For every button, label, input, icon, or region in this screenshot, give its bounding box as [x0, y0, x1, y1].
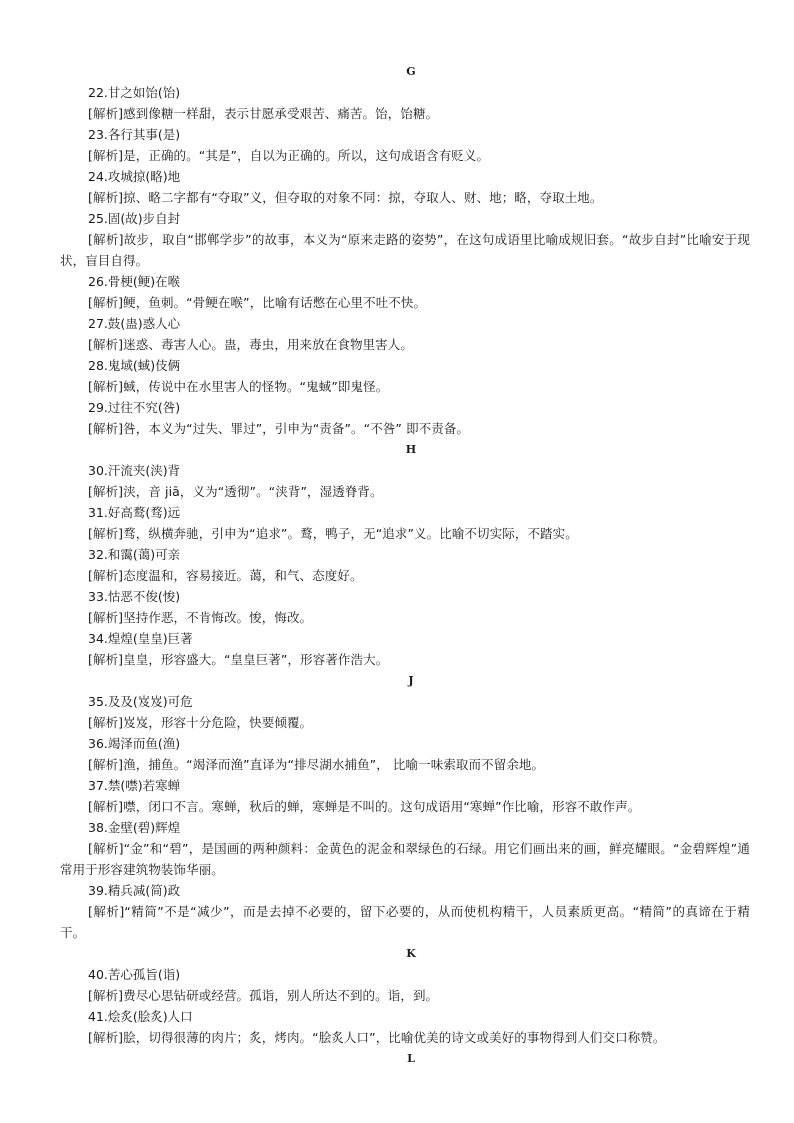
idiom-entry: 23.各行其事(是): [88, 127, 181, 142]
analysis-text: [解析]是，正确的。“其是”，自以为正确的。所以，这句成语含有贬义。: [88, 148, 490, 163]
analysis-text: [解析]咎，本义为“过失、罪过”，引申为“责备”。“不咎” 即不责备。: [88, 421, 470, 436]
section-letter-heading: K: [406, 947, 416, 960]
idiom-entry: 25.固(故)步自封: [88, 211, 181, 226]
analysis-text: [解析]感到像糖一样甜，表示甘愿承受艰苦、痛苦。饴，饴糖。: [88, 106, 439, 121]
idiom-entry: 33.怙恶不俊(悛): [88, 589, 181, 604]
analysis-text: [解析]态度温和，容易接近。蔼，和气、态度好。: [88, 568, 363, 583]
section-letter-heading: H: [405, 443, 417, 456]
idiom-entry: 36.竭泽而鱼(渔): [88, 736, 181, 751]
analysis-text: [解析]故步，取自“邯郸学步”的故事，本义为“原来走路的姿势”，在这句成语里比喻成规旧套。“故步自封”比喻安于现状，盲目自得。: [60, 232, 750, 268]
analysis-text: [解析]迷惑、毒害人心。蛊，毒虫，用来放在食物里害人。: [88, 337, 413, 352]
analysis-text: [解析]费尽心思钻研或经营。孤诣，别人所达不到的。诣，到。: [88, 988, 439, 1003]
section-letter-heading: J: [408, 674, 414, 687]
idiom-entry: 30.汗流夹(浃)背: [88, 463, 181, 478]
analysis-text: [解析]噤，闭口不言。寒蝉，秋后的蝉，寒蝉是不叫的。这句成语用“寒蝉”作比喻，形容不敢作声。: [88, 799, 641, 814]
idiom-entry: 39.精兵减(简)政: [88, 883, 181, 898]
analysis-text: [解析]蜮，传说中在水里害人的怪物。“鬼蜮”即鬼怪。: [88, 379, 389, 394]
idiom-entry: 29.过往不究(咎): [88, 400, 181, 415]
idiom-entry: 22.甘之如饴(饴): [88, 85, 181, 100]
analysis-text: [解析]脍，切得很薄的肉片；炙，烤肉。“脍炙人口”，比喻优美的诗文或美好的事物得到人们交口称赞。: [88, 1030, 666, 1045]
idiom-entry: 41.烩炙(脍炙)人口: [88, 1009, 193, 1024]
analysis-text: [解析]掠、略二字都有“夺取”义，但夺取的对象不同：掠，夺取人、财、地；略，夺取土地。: [88, 190, 603, 205]
document-body: [60, 61, 750, 1069]
idiom-entry: 37.禁(噤)若寒蝉: [88, 778, 181, 793]
analysis-text: [解析]坚持作恶，不肯悔改。悛，悔改。: [88, 610, 313, 625]
analysis-text: [解析]浃，音 jiā，义为“透彻”。“浃背”，湿透脊背。: [88, 484, 383, 499]
analysis-text: [解析]骛，纵横奔驰，引申为“追求”。鹜，鸭子，无“追求”义。比喻不切实际，不踏实。: [88, 526, 578, 541]
analysis-text: [解析]鲠，鱼刺。“骨鲠在喉”，比喻有话憋在心里不吐不快。: [88, 295, 427, 310]
idiom-entry: 26.骨梗(鲠)在喉: [88, 274, 181, 289]
analysis-text: [解析]“金”和“碧”，是国画的两种颜料：金黄色的泥金和翠绿色的石绿。用它们画出来的画，鲜亮耀眼。“金碧辉煌”通常用于形容建筑物装饰华丽。: [60, 841, 750, 877]
analysis-text: [解析]皇皇，形容盛大。“皇皇巨著”，形容著作浩大。: [88, 652, 389, 667]
idiom-entry: 38.金壁(碧)辉煌: [88, 820, 181, 835]
idiom-entry: 35.及及(岌岌)可危: [88, 694, 193, 709]
idiom-entry: 31.好高鹜(骛)远: [88, 505, 181, 520]
idiom-entry: 40.苦心孤旨(诣): [88, 967, 181, 982]
section-letter-heading: L: [407, 1052, 415, 1065]
idiom-entry: 32.和霭(蔼)可亲: [88, 547, 181, 562]
section-letter-heading: G: [406, 65, 416, 78]
idiom-entry: 24.攻城掠(略)地: [88, 169, 181, 184]
idiom-entry: 34.煌煌(皇皇)巨著: [88, 631, 193, 646]
idiom-entry: 28.鬼域(蜮)伎俩: [88, 358, 181, 373]
analysis-text: [解析]渔，捕鱼。“竭泽而渔”直译为“排尽湖水捕鱼”， 比喻一味索取而不留余地。: [88, 757, 545, 772]
analysis-text: [解析]岌岌，形容十分危险，快要倾覆。: [88, 715, 313, 730]
analysis-text: [解析]“精简”不是“减少”，而是去掉不必要的，留下必要的，从而使机构精干，人员素质更高。“精简”的真谛在于精干。: [60, 904, 750, 940]
idiom-entry: 27.鼓(蛊)惑人心: [88, 316, 181, 331]
